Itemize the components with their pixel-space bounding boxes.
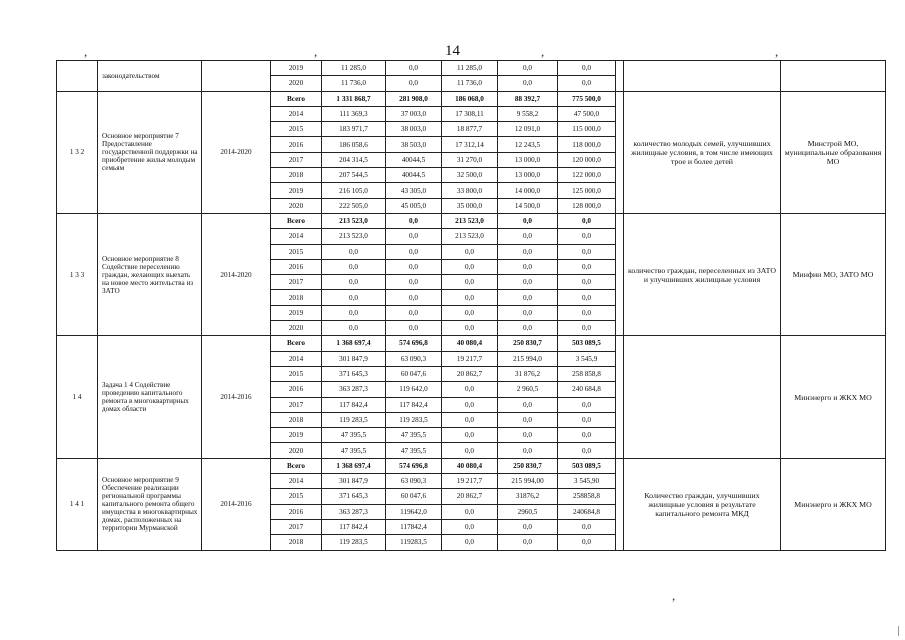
year-cell: Всего — [271, 213, 322, 228]
year-cell: 2017 — [271, 519, 322, 534]
item-name: Основное мероприятие 8 Содействие переселению граждан, желающих выехать на новое место жительства из ЗАТО — [98, 213, 202, 335]
value-cell: 186 068,0 — [442, 91, 498, 106]
item-number: 1 4 — [57, 336, 98, 458]
value-cell: 0,0 — [442, 519, 498, 534]
value-cell: 120 000,0 — [558, 152, 616, 167]
table-row — [57, 458, 886, 473]
table-row — [57, 61, 886, 76]
value-cell: 0,0 — [442, 428, 498, 443]
value-cell: 18 877,7 — [442, 122, 498, 137]
value-cell: 47 395,5 — [322, 428, 386, 443]
value-cell: 37 003,0 — [386, 106, 442, 121]
value-cell: 0,0 — [322, 321, 386, 336]
item-name: Задача 1 4 Содействие проведению капитального ремонта в многоквартирных домах области — [98, 336, 202, 458]
year-cell: 2018 — [271, 535, 322, 550]
value-cell: 43 305,0 — [386, 183, 442, 198]
year-cell: 2014 — [271, 106, 322, 121]
value-cell: 0,0 — [498, 275, 558, 290]
value-cell: 240 684,8 — [558, 382, 616, 397]
value-cell: 45 005,0 — [386, 198, 442, 213]
value-cell: 1 368 697,4 — [322, 458, 386, 473]
value-cell: 0,0 — [442, 397, 498, 412]
year-cell: 2019 — [271, 305, 322, 320]
value-cell: 0,0 — [386, 213, 442, 228]
scan-mark: , — [84, 44, 88, 59]
value-cell: 0,0 — [386, 275, 442, 290]
value-cell: 0,0 — [558, 229, 616, 244]
value-cell: 0,0 — [498, 61, 558, 76]
value-cell: 13 000,0 — [498, 168, 558, 183]
value-cell: 0,0 — [498, 213, 558, 228]
value-cell: 47 395,5 — [322, 443, 386, 458]
year-cell: 2015 — [271, 366, 322, 381]
value-cell: 503 089,5 — [558, 458, 616, 473]
value-cell: 216 105,0 — [322, 183, 386, 198]
value-cell: 0,0 — [322, 290, 386, 305]
value-cell: 31876,2 — [498, 489, 558, 504]
year-cell: 2015 — [271, 122, 322, 137]
value-cell: 0,0 — [558, 259, 616, 274]
value-cell: 47 500,0 — [558, 106, 616, 121]
value-cell: 63 090,3 — [386, 351, 442, 366]
value-cell: 0,0 — [442, 443, 498, 458]
year-cell: 2016 — [271, 382, 322, 397]
value-cell: 213 523,0 — [442, 229, 498, 244]
year-cell: Всего — [271, 458, 322, 473]
item-name: Основное мероприятие 9 Обеспечение реализации региональной программы капитального ремонта общего имущества в многоквартирных домах, расположенных на территории Мурманской — [98, 458, 202, 550]
year-cell: 2014 — [271, 351, 322, 366]
item-period: 2014-2020 — [202, 213, 271, 335]
value-cell: 503 089,5 — [558, 336, 616, 351]
value-cell: 0,0 — [442, 275, 498, 290]
value-cell: 213 523,0 — [442, 213, 498, 228]
year-cell: 2014 — [271, 229, 322, 244]
executor-cell: Минэнерго и ЖКХ МО — [781, 336, 886, 458]
value-cell: 119283,5 — [386, 535, 442, 550]
value-cell: 0,0 — [442, 382, 498, 397]
year-cell: 2018 — [271, 412, 322, 427]
value-cell: 33 800,0 — [442, 183, 498, 198]
value-cell: 11 285,0 — [442, 61, 498, 76]
value-cell: 574 696,8 — [386, 458, 442, 473]
value-cell: 0,0 — [498, 229, 558, 244]
value-cell: 258 858,8 — [558, 366, 616, 381]
item-number: 1 3 3 — [57, 213, 98, 335]
value-cell: 117 842,4 — [322, 397, 386, 412]
value-cell: 117 842,4 — [386, 397, 442, 412]
value-cell: 363 287,3 — [322, 382, 386, 397]
value-cell: 183 971,7 — [322, 122, 386, 137]
value-cell: 0,0 — [386, 290, 442, 305]
value-cell: 281 908,0 — [386, 91, 442, 106]
year-cell: 2018 — [271, 290, 322, 305]
value-cell: 40 080,4 — [442, 336, 498, 351]
value-cell: 128 000,0 — [558, 198, 616, 213]
year-cell: 2014 — [271, 474, 322, 489]
value-cell: 119 283,5 — [386, 412, 442, 427]
value-cell: 0,0 — [442, 305, 498, 320]
item-name: Основное мероприятие 7 Предоставление государственной поддержки на приобретение жилья молодым семьям — [98, 91, 202, 213]
value-cell: 3 545,9 — [558, 351, 616, 366]
value-cell: 0,0 — [322, 244, 386, 259]
year-cell: 2015 — [271, 244, 322, 259]
value-cell: 40044,5 — [386, 152, 442, 167]
value-cell: 63 090,3 — [386, 474, 442, 489]
value-cell: 0,0 — [386, 259, 442, 274]
value-cell: 0,0 — [498, 535, 558, 550]
value-cell: 250 830,7 — [498, 336, 558, 351]
table-row — [57, 336, 886, 351]
value-cell: 0,0 — [558, 519, 616, 534]
value-cell: 31 270,0 — [442, 152, 498, 167]
year-cell: 2015 — [271, 489, 322, 504]
item-period: 2014-2016 — [202, 458, 271, 550]
value-cell: 0,0 — [498, 443, 558, 458]
value-cell: 40 080,4 — [442, 458, 498, 473]
value-cell: 115 000,0 — [558, 122, 616, 137]
value-cell: 0,0 — [498, 244, 558, 259]
value-cell: 13 000,0 — [498, 152, 558, 167]
value-cell: 0,0 — [498, 412, 558, 427]
value-cell: 12 091,0 — [498, 122, 558, 137]
value-cell: 0,0 — [498, 259, 558, 274]
value-cell: 2960,5 — [498, 504, 558, 519]
value-cell: 1 368 697,4 — [322, 336, 386, 351]
value-cell: 32 500,0 — [442, 168, 498, 183]
table-row — [57, 91, 886, 106]
value-cell: 11 285,0 — [322, 61, 386, 76]
value-cell: 3 545,90 — [558, 474, 616, 489]
value-cell: 215 994,00 — [498, 474, 558, 489]
value-cell: 0,0 — [442, 259, 498, 274]
value-cell: 186 058,6 — [322, 137, 386, 152]
year-cell: 2017 — [271, 397, 322, 412]
value-cell: 119642,0 — [386, 504, 442, 519]
value-cell: 9 558,2 — [498, 106, 558, 121]
value-cell: 47 395,5 — [386, 428, 442, 443]
value-cell: 0,0 — [322, 305, 386, 320]
value-cell: 775 500,0 — [558, 91, 616, 106]
value-cell: 38 003,0 — [386, 122, 442, 137]
value-cell: 17 312,14 — [442, 137, 498, 152]
value-cell: 0,0 — [558, 290, 616, 305]
item-number: 1 4 1 — [57, 458, 98, 550]
value-cell: 0,0 — [498, 305, 558, 320]
value-cell: 119 283,5 — [322, 535, 386, 550]
value-cell: 0,0 — [558, 213, 616, 228]
year-cell: Всего — [271, 91, 322, 106]
scan-mark: , — [672, 588, 676, 603]
indicator-cell: количество граждан, переселенных из ЗАТО и улучшивших жилищные условия — [624, 213, 781, 335]
value-cell: 35 000,0 — [442, 198, 498, 213]
value-cell: 574 696,8 — [386, 336, 442, 351]
value-cell: 258858,8 — [558, 489, 616, 504]
table-row — [57, 213, 886, 228]
value-cell: 12 243,5 — [498, 137, 558, 152]
value-cell: 0,0 — [558, 305, 616, 320]
blank-cell — [616, 61, 624, 92]
value-cell: 371 645,3 — [322, 489, 386, 504]
value-cell: 117 842,4 — [322, 519, 386, 534]
value-cell: 40044,5 — [386, 168, 442, 183]
blank-cell — [616, 91, 624, 213]
item-number — [57, 61, 98, 92]
value-cell: 0,0 — [442, 412, 498, 427]
value-cell: 11 736,0 — [322, 76, 386, 91]
year-cell: 2020 — [271, 443, 322, 458]
indicator-cell — [624, 61, 781, 92]
value-cell: 17 308,11 — [442, 106, 498, 121]
value-cell: 31 876,2 — [498, 366, 558, 381]
value-cell: 0,0 — [558, 61, 616, 76]
value-cell: 20 862,7 — [442, 366, 498, 381]
value-cell: 1 331 868,7 — [322, 91, 386, 106]
indicator-cell: количество молодых семей, улучшивших жилищные условия, в том числе имеющих трое и более детей — [624, 91, 781, 213]
value-cell: 301 847,9 — [322, 351, 386, 366]
value-cell: 0,0 — [498, 397, 558, 412]
value-cell: 119 642,0 — [386, 382, 442, 397]
executor-cell: Минэнерго и ЖКХ МО — [781, 458, 886, 550]
value-cell: 0,0 — [558, 443, 616, 458]
value-cell: 250 830,7 — [498, 458, 558, 473]
value-cell: 60 047,6 — [386, 366, 442, 381]
value-cell: 0,0 — [558, 412, 616, 427]
scan-mark: , — [541, 44, 545, 59]
value-cell: 0,0 — [386, 229, 442, 244]
item-name: законодательством — [98, 61, 202, 92]
page-number: 14 — [445, 43, 460, 59]
value-cell: 122 000,0 — [558, 168, 616, 183]
value-cell: 0,0 — [442, 504, 498, 519]
year-cell: Всего — [271, 336, 322, 351]
year-cell: 2020 — [271, 321, 322, 336]
item-period: 2014-2020 — [202, 91, 271, 213]
value-cell: 0,0 — [558, 428, 616, 443]
value-cell: 19 217,7 — [442, 474, 498, 489]
scan-mark: , — [775, 44, 779, 59]
item-period — [202, 61, 271, 92]
scan-edge-mark — [898, 626, 899, 636]
executor-cell: Минфин МО, ЗАТО МО — [781, 213, 886, 335]
value-cell: 0,0 — [498, 428, 558, 443]
value-cell: 0,0 — [386, 76, 442, 91]
value-cell: 0,0 — [498, 519, 558, 534]
value-cell: 371 645,3 — [322, 366, 386, 381]
item-period: 2014-2016 — [202, 336, 271, 458]
value-cell: 213 523,0 — [322, 229, 386, 244]
value-cell: 0,0 — [558, 244, 616, 259]
value-cell: 20 862,7 — [442, 489, 498, 504]
year-cell: 2017 — [271, 275, 322, 290]
year-cell: 2019 — [271, 428, 322, 443]
value-cell: 240684,8 — [558, 504, 616, 519]
value-cell: 117842,4 — [386, 519, 442, 534]
value-cell: 19 217,7 — [442, 351, 498, 366]
value-cell: 47 395,5 — [386, 443, 442, 458]
value-cell: 0,0 — [558, 76, 616, 91]
value-cell: 204 314,5 — [322, 152, 386, 167]
year-cell: 2016 — [271, 259, 322, 274]
program-table — [56, 60, 886, 551]
value-cell: 301 847,9 — [322, 474, 386, 489]
year-cell: 2016 — [271, 137, 322, 152]
blank-cell — [616, 213, 624, 335]
value-cell: 0,0 — [558, 321, 616, 336]
scan-mark: , — [314, 44, 318, 59]
indicator-cell: Количество граждан, улучшивших жилищные условия в результате капитального ремонта МКД — [624, 458, 781, 550]
value-cell: 0,0 — [386, 305, 442, 320]
value-cell: 14 000,0 — [498, 183, 558, 198]
year-cell: 2020 — [271, 76, 322, 91]
value-cell: 14 500,0 — [498, 198, 558, 213]
value-cell: 38 503,0 — [386, 137, 442, 152]
value-cell: 0,0 — [498, 321, 558, 336]
year-cell: 2020 — [271, 198, 322, 213]
value-cell: 119 283,5 — [322, 412, 386, 427]
value-cell: 0,0 — [442, 535, 498, 550]
value-cell: 215 994,0 — [498, 351, 558, 366]
value-cell: 88 392,7 — [498, 91, 558, 106]
indicator-cell — [624, 336, 781, 458]
item-number: 1 3 2 — [57, 91, 98, 213]
value-cell: 0,0 — [558, 535, 616, 550]
value-cell: 60 047,6 — [386, 489, 442, 504]
year-cell: 2019 — [271, 183, 322, 198]
year-cell: 2016 — [271, 504, 322, 519]
value-cell: 0,0 — [498, 290, 558, 305]
value-cell: 0,0 — [442, 244, 498, 259]
value-cell: 0,0 — [386, 321, 442, 336]
value-cell: 0,0 — [558, 397, 616, 412]
value-cell: 2 960,5 — [498, 382, 558, 397]
value-cell: 0,0 — [442, 321, 498, 336]
value-cell: 222 505,0 — [322, 198, 386, 213]
year-cell: 2017 — [271, 152, 322, 167]
value-cell: 363 287,3 — [322, 504, 386, 519]
executor-cell: Минстрой МО, муниципальные образования МО — [781, 91, 886, 213]
value-cell: 11 736,0 — [442, 76, 498, 91]
value-cell: 0,0 — [498, 76, 558, 91]
blank-cell — [616, 458, 624, 550]
executor-cell — [781, 61, 886, 92]
value-cell: 0,0 — [386, 244, 442, 259]
value-cell: 125 000,0 — [558, 183, 616, 198]
value-cell: 0,0 — [386, 61, 442, 76]
year-cell: 2018 — [271, 168, 322, 183]
value-cell: 0,0 — [558, 275, 616, 290]
value-cell: 0,0 — [322, 275, 386, 290]
value-cell: 118 000,0 — [558, 137, 616, 152]
value-cell: 207 544,5 — [322, 168, 386, 183]
value-cell: 0,0 — [322, 259, 386, 274]
blank-cell — [616, 336, 624, 458]
value-cell: 111 369,3 — [322, 106, 386, 121]
value-cell: 213 523,0 — [322, 213, 386, 228]
value-cell: 0,0 — [442, 290, 498, 305]
year-cell: 2019 — [271, 61, 322, 76]
